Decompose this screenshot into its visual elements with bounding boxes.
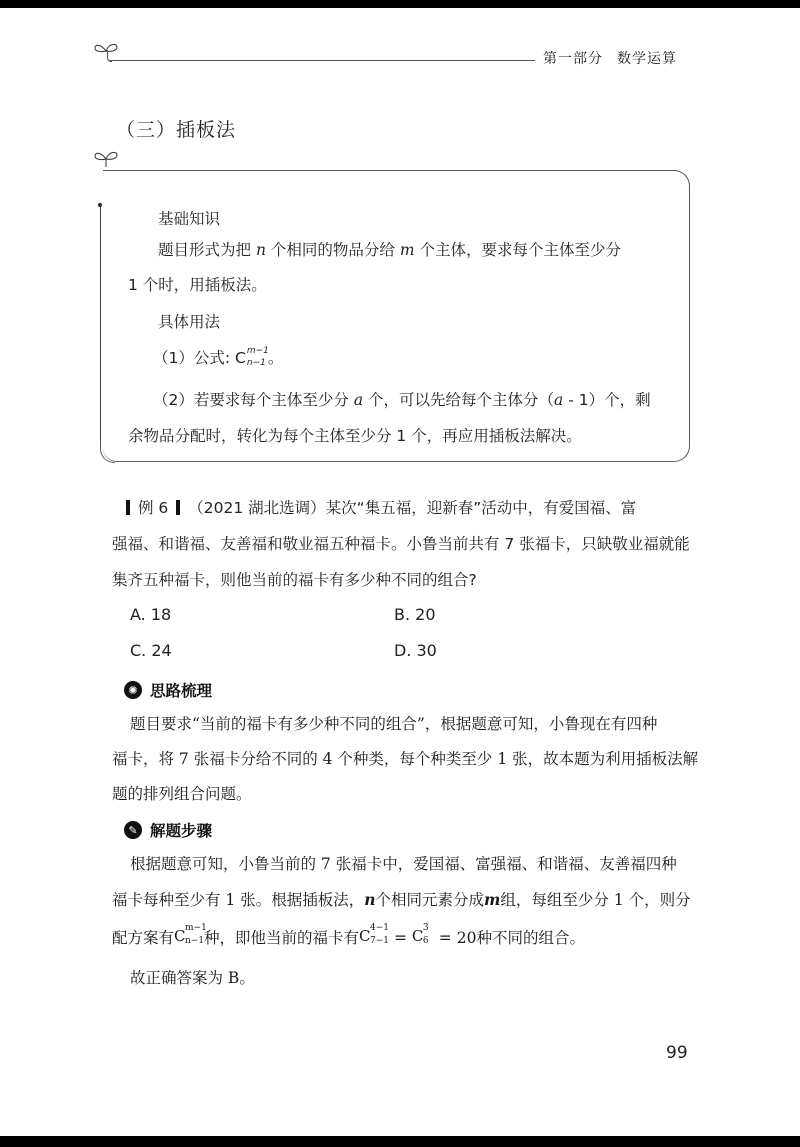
solution-heading: ✎ 解题步骤 <box>124 819 212 841</box>
option-a: A. 18 <box>130 605 172 624</box>
combination-formula: m−1 n−1 <box>246 345 269 368</box>
example-line-1: 例 6 （2021 湖北选调）某次“集五福，迎新春”活动中，有爱国福、富 <box>118 496 636 518</box>
running-header <box>543 48 677 68</box>
header-chapter: 数学运算 <box>617 51 677 67</box>
section-title: （三）插板法 <box>116 119 237 141</box>
solution-conclusion: 故正确答案为 B。 <box>130 969 255 987</box>
example-label: 例 6 <box>138 499 169 517</box>
combination-formula: C m−1 n−1 <box>174 923 207 946</box>
box-left-corner <box>100 440 115 463</box>
pencil-icon: ✎ <box>124 821 142 839</box>
analysis-line-3: 题的排列组合问题。 <box>112 785 252 803</box>
solution-line-1: 根据题意可知，小鲁当前的 7 张福卡中，爱国福、富强福、和谐福、友善福四种 <box>130 855 677 873</box>
combination-value: C 4−1 7−1 <box>359 923 390 946</box>
usage-item-2-line-2: 余物品分配时，转化为每个主体至少分 1 个，再应用插板法解决。 <box>128 427 582 445</box>
sprout-icon <box>94 149 120 167</box>
example-marker-right <box>176 500 180 515</box>
header-rule <box>109 60 535 61</box>
sprout-icon <box>93 40 119 62</box>
gear-icon: ✺ <box>124 681 142 699</box>
header-part: 第一部分 <box>543 51 603 67</box>
example-line-2: 强福、和谐福、友善福和敬业福五种福卡。小鲁当前共有 7 张福卡，只缺敬业福就能 <box>112 535 690 553</box>
solution-line-2: 福卡每种至少有 1 张。根据插板法，n个相同元素分成m组，每组至少分 1 个，则分 <box>112 890 691 909</box>
basics-line-2: 1 个时，用插板法。 <box>128 276 267 294</box>
scan-border-bottom <box>0 1136 800 1147</box>
basics-line-1: 题目形式为把 n 个相同的物品分给 m 个主体，要求每个主体至少分 <box>158 241 621 259</box>
example-marker-left <box>126 500 130 515</box>
option-c: C. 24 <box>130 641 172 660</box>
example-line-3: 集齐五种福卡，则他当前的福卡有多少种不同的组合? <box>112 571 477 589</box>
box-left-rule <box>100 205 101 445</box>
usage-item-1: （1）公式: C m−1 n−1 。 <box>153 345 284 368</box>
option-d: D. 30 <box>394 641 437 660</box>
analysis-line-1: 题目要求“当前的福卡有多少种不同的组合”，根据题意可知，小鲁现在有四种 <box>130 715 658 733</box>
heading-basics: 基础知识 <box>158 210 221 228</box>
option-b: B. 20 <box>394 605 436 624</box>
usage-item-2-line-1: （2）若要求每个主体至少分 a 个，可以先给每个主体分（a - 1）个，剩 <box>153 391 651 409</box>
scan-border-top <box>0 0 800 8</box>
page-number: 99 <box>666 1043 688 1063</box>
combination-simplified: C 3 6 <box>411 923 429 946</box>
analysis-line-2: 福卡，将 7 张福卡分给不同的 4 个种类，每个种类至少 1 张，故本题为利用插板法解 <box>112 750 699 768</box>
analysis-heading: ✺ 思路梳理 <box>124 679 212 701</box>
solution-line-3: 配方案有 C m−1 n−1 种，即他当前的福卡有 C 4−1 7−1 = C 3 6 = 20种不同的组合。 <box>112 923 585 947</box>
heading-usage: 具体用法 <box>158 313 221 331</box>
